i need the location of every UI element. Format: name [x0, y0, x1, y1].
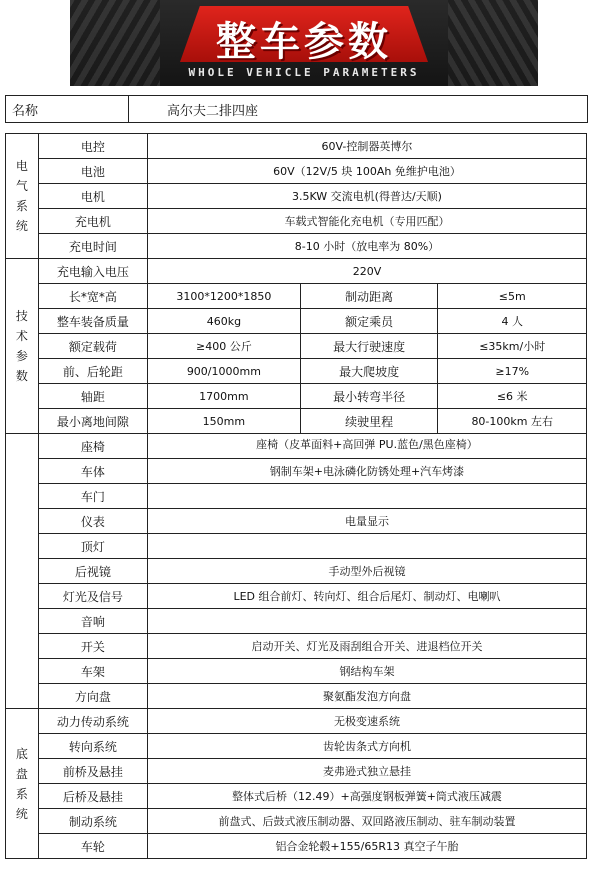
- table-row: [6, 509, 587, 534]
- table-row: [6, 784, 587, 809]
- group-char: 技: [15, 309, 28, 323]
- row-label: 转向系统: [38, 734, 147, 759]
- table-row: [6, 159, 587, 184]
- table-row: [6, 709, 587, 734]
- row-value: 80-100km 左右: [438, 409, 587, 434]
- table-row: [6, 209, 587, 234]
- row-label: 车体: [38, 459, 147, 484]
- group-char: 系: [15, 786, 28, 801]
- table-row: [6, 184, 587, 209]
- table-row: [6, 634, 587, 659]
- row-label: 最小离地间隙: [38, 409, 147, 434]
- row-label: 整车装备质量: [38, 309, 147, 334]
- row-label: 续驶里程: [300, 409, 438, 434]
- row-value: ≤35km/小时: [438, 334, 587, 359]
- row-label: 轴距: [38, 384, 147, 409]
- row-label: 后桥及悬挂: [38, 784, 147, 809]
- row-value: 齿轮齿条式方向机: [147, 734, 586, 759]
- row-label: 音响: [38, 609, 147, 634]
- name-table: [5, 95, 588, 123]
- row-value: 前盘式、后鼓式液压制动器、双回路液压制动、驻车制动装置: [147, 809, 586, 834]
- banner-subtitle: WHOLE VEHICLE PARAMETERS: [188, 66, 420, 79]
- row-label: 最小转弯半径: [300, 384, 438, 409]
- group-char: 气: [15, 179, 28, 193]
- row-value: LED 组合前灯、转向灯、组合后尾灯、制动灯、电喇叭: [147, 584, 586, 609]
- row-value: [147, 534, 586, 559]
- row-value: [147, 609, 586, 634]
- table-row: [6, 559, 587, 584]
- table-row: [6, 609, 587, 634]
- row-label: 灯光及信号: [38, 584, 147, 609]
- group-char: 电: [15, 159, 28, 173]
- row-label: 车轮: [38, 834, 147, 859]
- row-value: 60V（12V/5 块 100Ah 免维护电池）: [147, 159, 586, 184]
- row-value: 3.5KW 交流电机(得普达/天顺): [147, 184, 586, 209]
- table-row: [6, 659, 587, 684]
- group-label-technical: [6, 259, 39, 434]
- row-value: 铝合金轮毂+155/65R13 真空子午胎: [147, 834, 586, 859]
- table-row: [6, 434, 587, 459]
- banner-title: 整车参数: [216, 19, 392, 65]
- row-label: 电机: [38, 184, 147, 209]
- row-label: 长*宽*高: [38, 284, 147, 309]
- row-label: 电池: [38, 159, 147, 184]
- row-label: 后视镜: [38, 559, 147, 584]
- group-label-body: [6, 434, 39, 709]
- row-label: 顶灯: [38, 534, 147, 559]
- table-row: [6, 584, 587, 609]
- group-char: 盘: [15, 766, 28, 781]
- row-label: 车门: [38, 484, 147, 509]
- row-label: 车架: [38, 659, 147, 684]
- row-value: 460kg: [147, 309, 300, 334]
- table-row: [6, 309, 587, 334]
- row-label: 动力传动系统: [38, 709, 147, 734]
- row-value: 220V: [147, 259, 586, 284]
- row-value: [147, 484, 586, 509]
- group-char: 统: [15, 219, 28, 233]
- row-value: 车载式智能化充电机（专用匹配）: [147, 209, 586, 234]
- row-label: 座椅: [38, 434, 147, 459]
- table-row: [6, 384, 587, 409]
- table-row: [6, 259, 587, 284]
- row-label: 制动距离: [300, 284, 438, 309]
- row-value: 8-10 小时（放电率为 80%）: [147, 234, 586, 259]
- table-row: [6, 534, 587, 559]
- row-value: ≥17%: [438, 359, 587, 384]
- table-row: [6, 734, 587, 759]
- row-label: 开关: [38, 634, 147, 659]
- table-row: [6, 334, 587, 359]
- row-label: 前桥及悬挂: [38, 759, 147, 784]
- table-row: [6, 134, 587, 159]
- row-label: 方向盘: [38, 684, 147, 709]
- row-value: 1700mm: [147, 384, 300, 409]
- row-label: 充电机: [38, 209, 147, 234]
- table-row: [6, 684, 587, 709]
- row-value: 整体式后桥（12.49）+高强度钢板弹簧+筒式液压减震: [147, 784, 586, 809]
- row-value: 无极变速系统: [147, 709, 586, 734]
- row-value: 电量显示: [147, 509, 586, 534]
- row-value: 座椅（皮革面料+高回弹 PU.蓝色/黑色座椅）: [147, 434, 586, 459]
- table-row: [6, 459, 587, 484]
- group-char: 底: [15, 746, 28, 761]
- table-row: [6, 409, 587, 434]
- group-label-chassis: [6, 709, 39, 859]
- group-char: 统: [15, 806, 28, 821]
- group-label-electrical: [6, 134, 39, 259]
- row-value: 150mm: [147, 409, 300, 434]
- name-label: 名称: [6, 96, 129, 123]
- spec-table: [5, 133, 587, 859]
- row-label: 电控: [38, 134, 147, 159]
- group-char: 术: [15, 329, 28, 343]
- group-char: 数: [15, 369, 28, 383]
- row-value: 手动型外后视镜: [147, 559, 586, 584]
- row-value: 启动开关、灯光及雨刮组合开关、进退档位开关: [147, 634, 586, 659]
- row-label: 前、后轮距: [38, 359, 147, 384]
- row-value: ≤5m: [438, 284, 587, 309]
- table-row: [6, 759, 587, 784]
- row-value: 聚氨酯发泡方向盘: [147, 684, 586, 709]
- row-label: 充电输入电压: [38, 259, 147, 284]
- row-label: 充电时间: [38, 234, 147, 259]
- row-value: 4 人: [438, 309, 587, 334]
- table-row: [6, 484, 587, 509]
- group-char: 参: [15, 349, 28, 363]
- row-label: 最大行驶速度: [300, 334, 438, 359]
- row-label: 额定载荷: [38, 334, 147, 359]
- spec-table-body: [6, 134, 587, 859]
- row-label: 仪表: [38, 509, 147, 534]
- table-row: [6, 359, 587, 384]
- row-value: ≤6 米: [438, 384, 587, 409]
- table-row: [6, 284, 587, 309]
- row-value: 麦弗逊式独立悬挂: [147, 759, 586, 784]
- table-row: [6, 234, 587, 259]
- row-label: 额定乘员: [300, 309, 438, 334]
- table-row: [6, 809, 587, 834]
- row-value: 钢结构车架: [147, 659, 586, 684]
- table-row: [6, 834, 587, 859]
- row-value: 钢制车架+电泳磷化防锈处理+汽车烤漆: [147, 459, 586, 484]
- row-label: 最大爬坡度: [300, 359, 438, 384]
- name-value: 高尔夫二排四座: [129, 96, 588, 123]
- row-value: ≥400 公斤: [147, 334, 300, 359]
- row-label: 制动系统: [38, 809, 147, 834]
- name-row: [6, 96, 588, 123]
- header-banner: [70, 0, 538, 86]
- row-value: 3100*1200*1850: [147, 284, 300, 309]
- row-value: 60V-控制器英博尔: [147, 134, 586, 159]
- row-value: 900/1000mm: [147, 359, 300, 384]
- group-char: 系: [15, 199, 28, 213]
